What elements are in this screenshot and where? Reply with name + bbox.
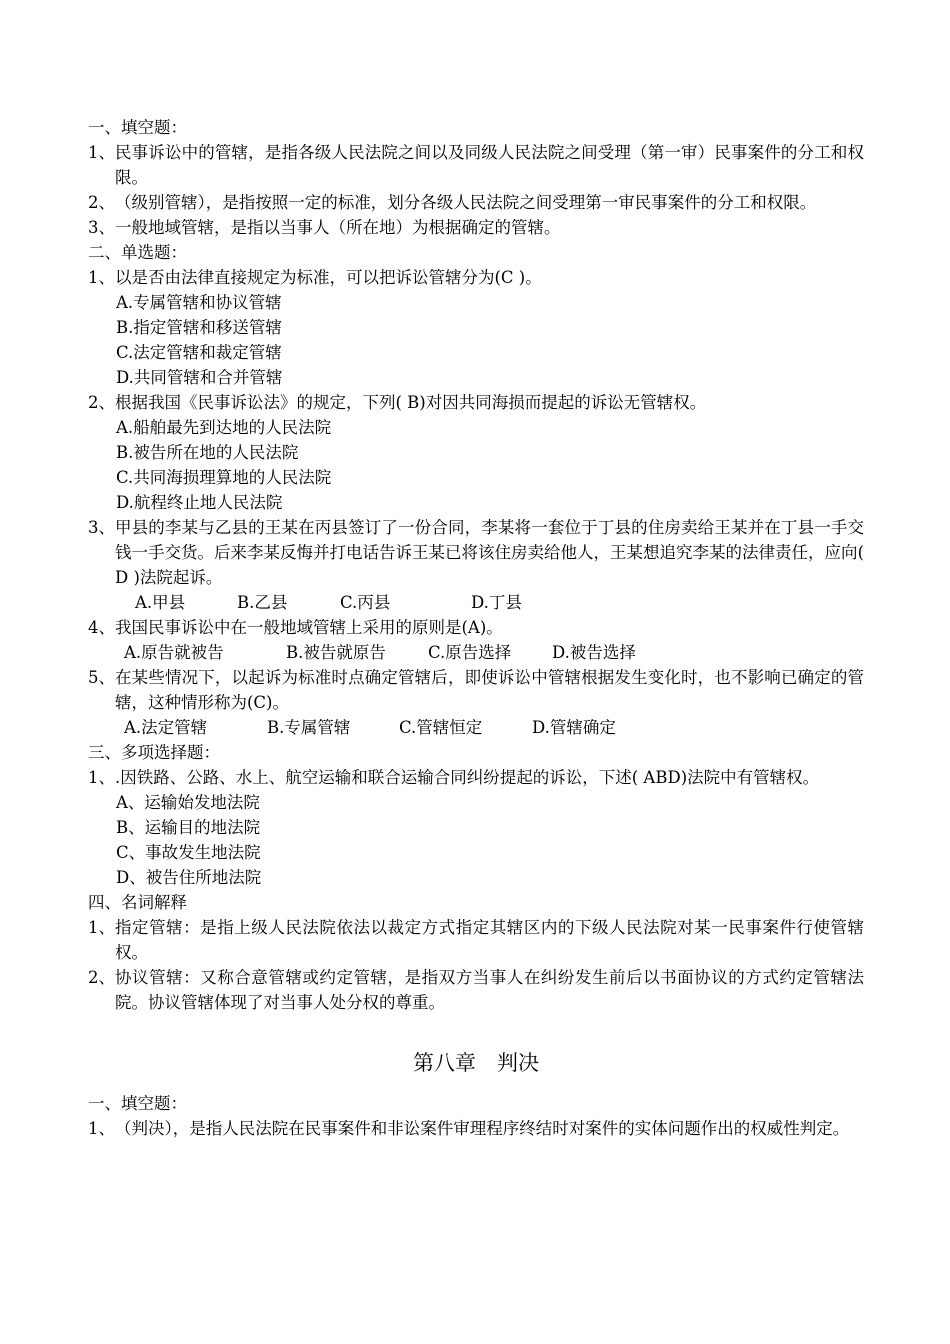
question-number: 1、 [88, 768, 115, 787]
question-number: 2、 [88, 968, 115, 987]
question-item [88, 190, 864, 215]
option-row [88, 590, 864, 615]
question-number: 1、 [88, 918, 115, 937]
question-item [88, 515, 864, 590]
option: D.丁县 [471, 593, 522, 612]
option: A.原告就被告 [124, 643, 224, 662]
question-item [88, 265, 864, 290]
question-text: .因铁路、公路、水上、航空运输和联合运输合同纠纷提起的诉讼，下述( ABD)法院中有管辖权。 [115, 768, 820, 787]
question-text: （级别管辖），是指按照一定的标准，划分各级人民法院之间受理第一审民事案件的分工和权限。 [115, 193, 817, 212]
option: A.船舶最先到达地的人民法院 [116, 418, 332, 437]
option: B.专属管辖 [267, 718, 351, 737]
option: A、运输始发地法院 [116, 793, 260, 812]
option: C.丙县 [340, 593, 391, 612]
option: B.指定管辖和移送管辖 [116, 318, 282, 337]
question-item [88, 140, 864, 190]
option: D.管辖确定 [532, 718, 616, 737]
question-item [88, 915, 864, 965]
option: C.共同海损理算地的人民法院 [116, 468, 332, 487]
option: C.管辖恒定 [399, 718, 483, 737]
question-number: 1、 [88, 143, 115, 162]
question-number: 3、 [88, 518, 115, 537]
option: D.共同管辖和合并管辖 [116, 368, 283, 387]
section-header-fill-in: 一、填空题： [88, 1094, 187, 1113]
question-item [88, 965, 864, 1015]
document-page [88, 115, 864, 1141]
question-number: 2、 [88, 193, 115, 212]
chapter-title: 第八章 判决 [413, 1051, 539, 1075]
question-text: （判决），是指人民法院在民事案件和非讼案件审理程序终结时对案件的实体问题作出的权威性判定。 [115, 1119, 850, 1138]
question-text: 民事诉讼中的管辖，是指各级人民法院之间以及同级人民法院之间受理（第一审）民事案件的分工和权限。 [115, 143, 864, 187]
question-text: 我国民事诉讼中在一般地域管辖上采用的原则是(A)。 [115, 618, 503, 637]
question-item [88, 390, 864, 415]
option: C.法定管辖和裁定管辖 [116, 343, 282, 362]
option: B.被告就原告 [286, 643, 386, 662]
option: C.原告选择 [428, 643, 512, 662]
question-text: 指定管辖：是指上级人民法院依法以裁定方式指定其辖区内的下级人民法院对某一民事案件行使管辖权。 [115, 918, 864, 962]
question-number: 3、 [88, 218, 115, 237]
question-item [88, 215, 864, 240]
section-header-definitions: 四、名词解释 [88, 893, 187, 912]
option: B.乙县 [237, 593, 288, 612]
question-text: 协议管辖：又称合意管辖或约定管辖，是指双方当事人在纠纷发生前后以书面协议的方式约定管辖法院。协议管辖体现了对当事人处分权的尊重。 [115, 968, 864, 1012]
question-text: 一般地域管辖，是指以当事人（所在地）为根据确定的管辖。 [115, 218, 561, 237]
question-text: 甲县的李某与乙县的王某在丙县签订了一份合同，李某将一套位于丁县的住房卖给王某并在丁县一手交钱一手交货。后来李某反悔并打电话告诉王某已将该住房卖给他人，王某想追究李某的法律责任，应向( D )法院起诉。 [115, 518, 864, 587]
option: B、运输目的地法院 [116, 818, 261, 837]
option: C、事故发生地法院 [116, 843, 261, 862]
option: D.被告选择 [552, 643, 636, 662]
question-item [88, 615, 864, 640]
question-text: 在某些情况下，以起诉为标准时点确定管辖后，即使诉讼中管辖根据发生变化时，也不影响已确定的管辖，这种情形称为(C)。 [115, 668, 864, 712]
question-text: 根据我国《民事诉讼法》的规定，下列( B)对因共同海损而提起的诉讼无管辖权。 [115, 393, 707, 412]
question-number: 5、 [88, 668, 115, 687]
question-number: 2、 [88, 393, 115, 412]
section-header-single-choice: 二、单选题： [88, 243, 187, 262]
option: D.航程终止地人民法院 [116, 493, 283, 512]
question-item [88, 665, 864, 715]
question-item [88, 765, 864, 790]
question-number: 1、 [88, 1119, 115, 1138]
question-item [88, 1116, 864, 1141]
option: A.专属管辖和协议管辖 [116, 293, 282, 312]
question-number: 1、 [88, 268, 115, 287]
question-text: 以是否由法律直接规定为标准，可以把诉讼管辖分为(C )。 [115, 268, 542, 287]
option: B.被告所在地的人民法院 [116, 443, 299, 462]
option: D、被告住所地法院 [116, 868, 262, 887]
option: A.法定管辖 [124, 718, 208, 737]
section-header-multiple-choice: 三、多项选择题： [88, 743, 220, 762]
option: A.甲县 [135, 593, 186, 612]
section-header-fill-in: 一、填空题： [88, 118, 187, 137]
question-number: 4、 [88, 618, 115, 637]
option-row [88, 640, 864, 665]
option-row [88, 715, 864, 740]
